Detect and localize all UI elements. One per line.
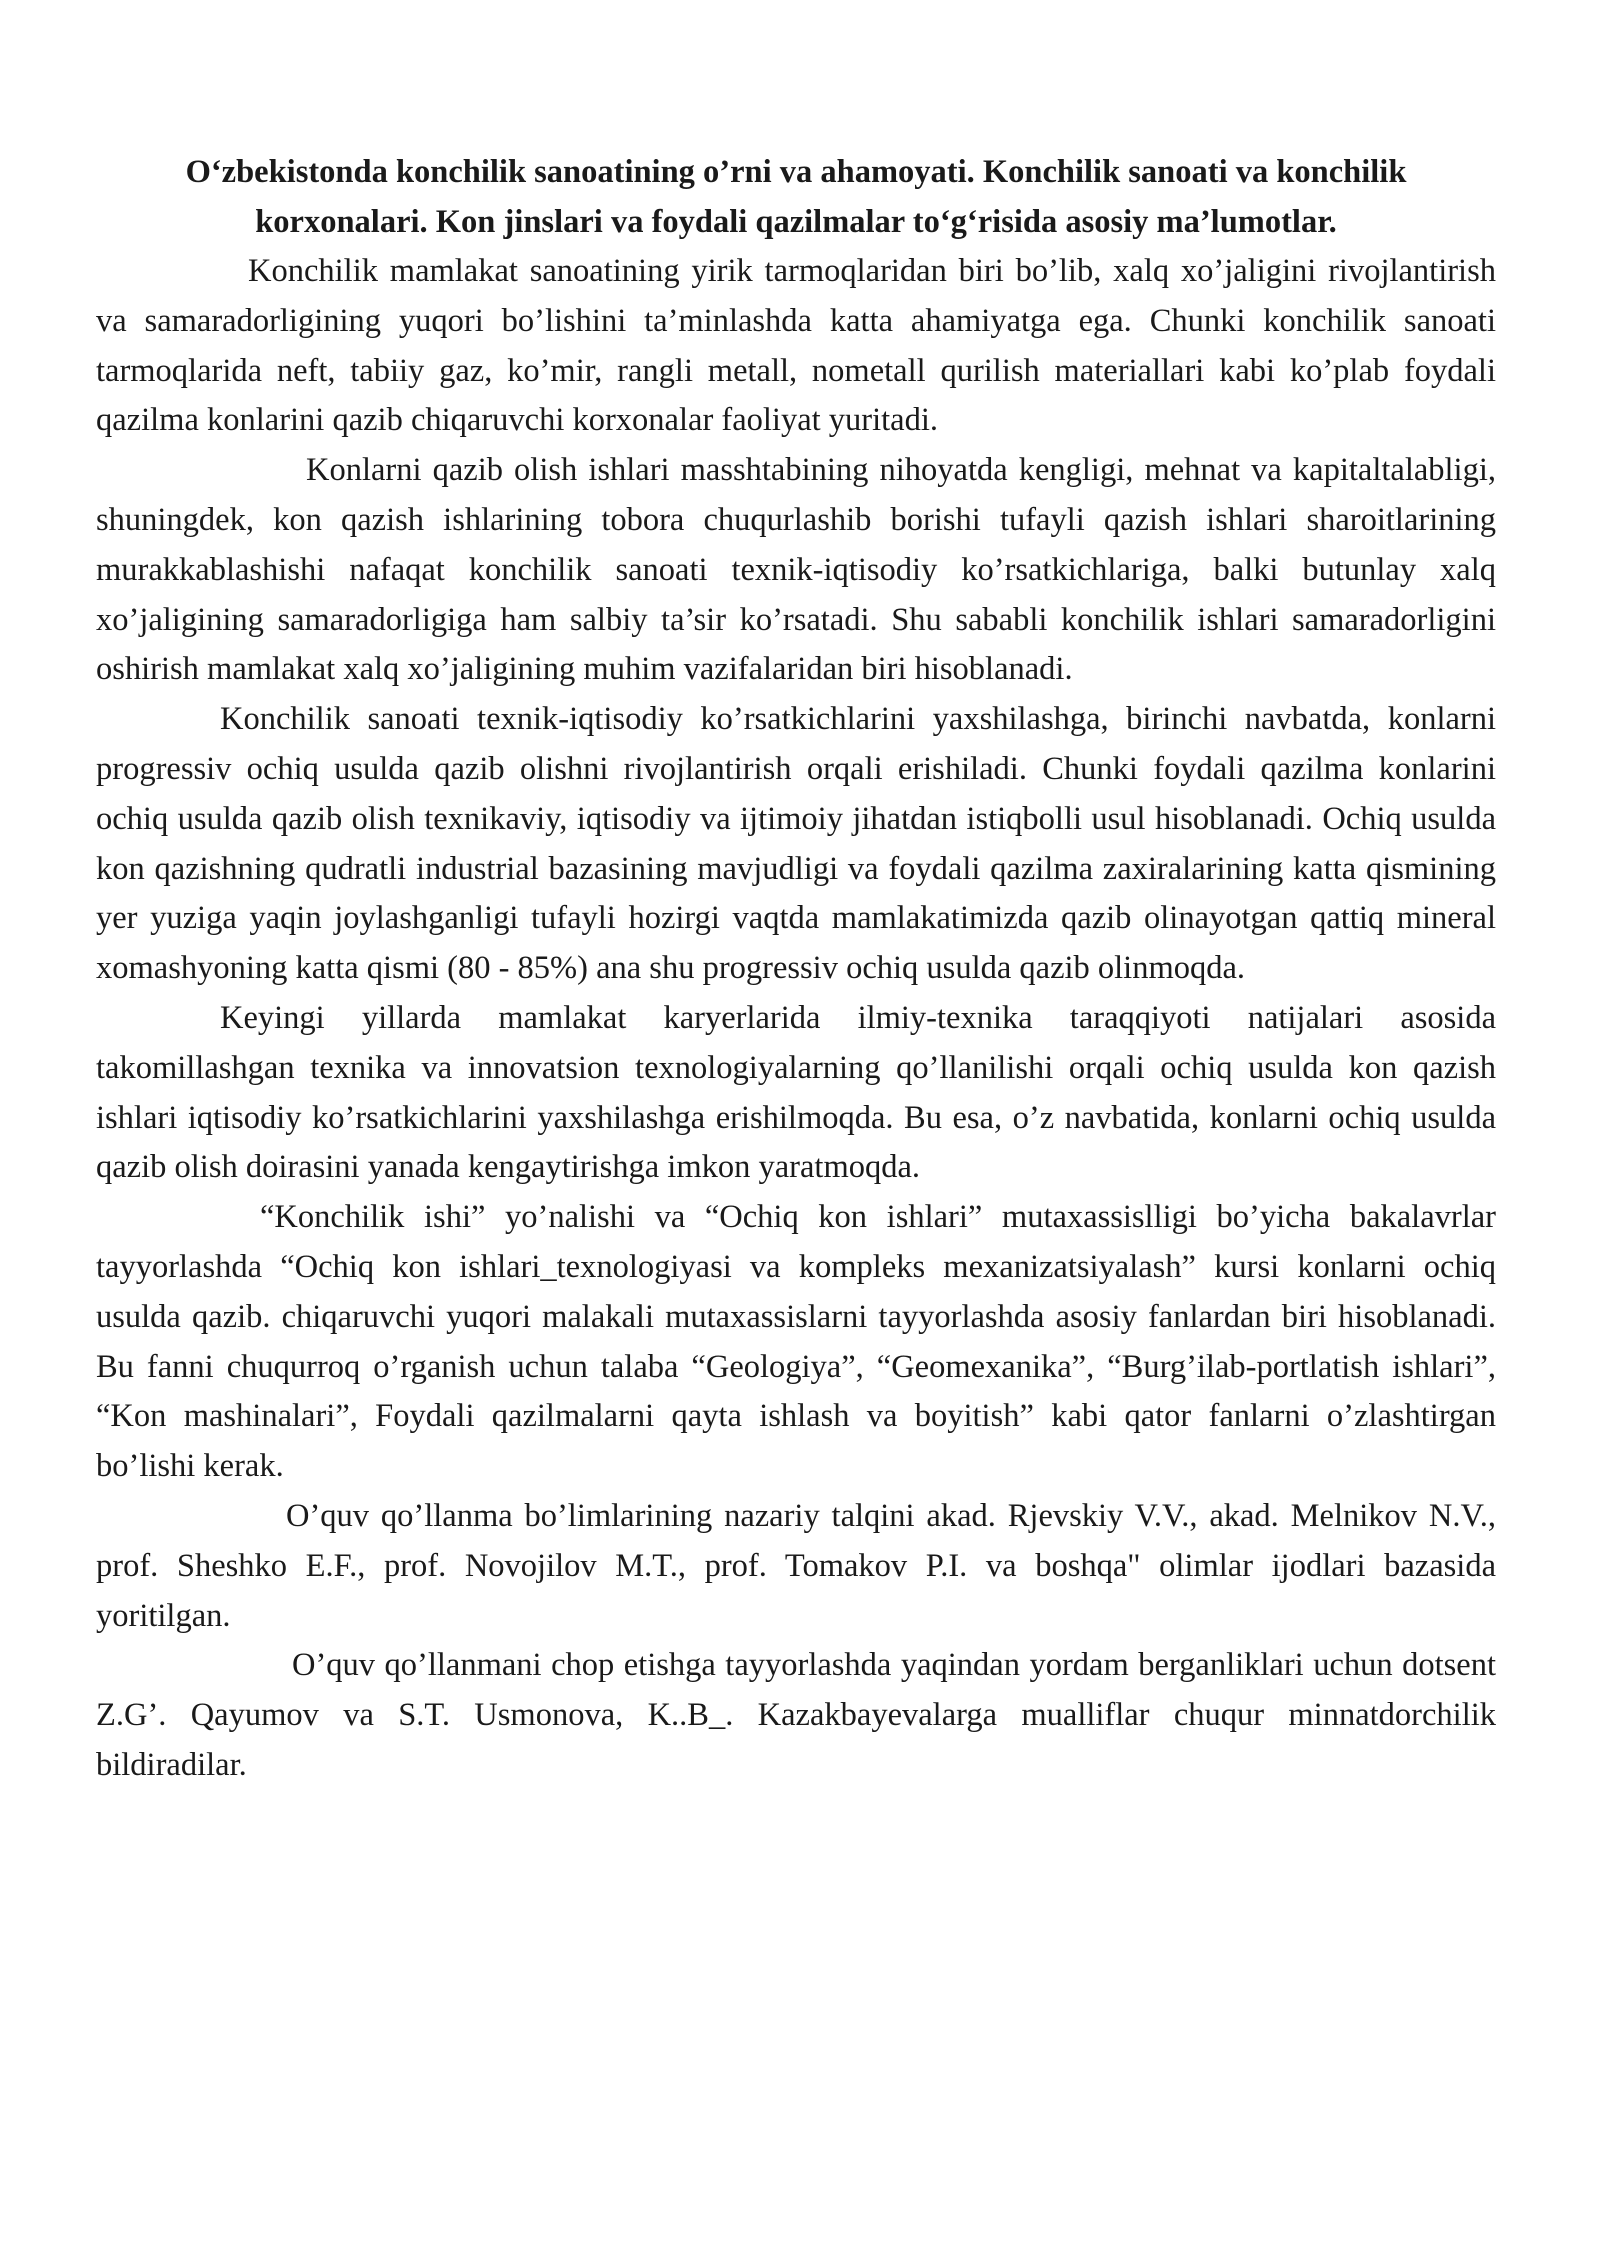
document-title: O‘zbekistonda konchilik sanoatining o’rni va ahamoyati. Konchilik sanoati va konchilik korxonalari. Kon jinslari va foydali qazilmalar to‘g‘risida asosiy ma’lumotlar. — [185, 154, 1407, 240]
paragraph-1: Konchilik mamlakat sanoatining yirik tarmoqlaridan biri bo’lib, xalq xo’jaligini rivojlantirish va samaradorligining yuqori bo’lishini ta’minlashda katta ahamiyatga ega. Chunki konchilik sanoati tarmoqlarida neft, tabiiy gaz, ko’mir, rangli metall, nometall qurilish materiallari kabi ko’plab foydali qazilma konlarini qazib chiqaruvchi korxonalar faoliyat yuritadi. — [96, 253, 1496, 439]
document-body — [96, 148, 1496, 1791]
paragraph-7: O’quv qo’llanmani chop etishga tayyorlashda yaqindan yordam berganliklari uchun dotsent Z.G’. Qayumov va S.T. Usmonova, K..B_. Kazakbayevalarga mualliflar chuqur minnatdorchilik bildiradilar. — [96, 1647, 1496, 1783]
paragraph-6: O’quv qo’llanma bo’limlarining nazariy talqini akad. Rjevskiy V.V., akad. Melnikov N.V., prof. Sheshko E.F., prof. Novojilov M.T., prof. Tomakov P.I. va boshqa" olimlar ijodlari bazasida yoritilgan. — [96, 1497, 1496, 1634]
paragraph-2: Konlarni qazib olish ishlari masshtabining nihoyatda kengligi, mehnat va kapitaltalabligi, shuningdek, kon qazish ishlarining tobora chuqurlashib borishi tufayli qazish ishlari sharoitlarining murakkablashishi nafaqat konchilik sanoati texnik-iqtisodiy ko’rsatkichlariga, balki butunlay xalq xo’jaligining samaradorligiga ham salbiy ta’sir ko’rsatadi. Shu sababli konchilik ishlari samaradorligini oshirish mamlakat xalq xo’jaligining muhim vazifalaridan biri hisoblanadi. — [96, 452, 1496, 688]
paragraph-3: Konchilik sanoati texnik-iqtisodiy ko’rsatkichlarini yaxshilashga, birinchi navbatda, konlarni progressiv ochiq usulda qazib olishni rivojlantirish orqali erishiladi. Chunki foydali qazilma konlarini ochiq usulda qazib olish texnikaviy, iqtisodiy va ijtimoiy jihatdan istiqbolli usul hisoblanadi. Ochiq usulda kon qazishning qudratli industrial bazasining mavjudligi va foydali qazilma zaxiralarining katta qismining yer yuziga yaqin joylashganligi tufayli hozirgi vaqtda mamlakatimizda qazib olinayotgan qattiq mineral xomashyoning katta qismi (80 - 85%) ana shu progressiv ochiq usulda qazib olinmoqda. — [96, 701, 1496, 987]
paragraph-4: Keyingi yillarda mamlakat karyerlarida ilmiy-texnika taraqqiyoti natijalari asosida takomillashgan texnika va innovatsion texnologiyalarning qo’llanilishi orqali ochiq usulda kon qazish ishlari iqtisodiy ko’rsatkichlarini yaxshilashga erishilmoqda. Bu esa, o’z navbatida, konlarni ochiq usulda qazib olish doirasini yanada kengaytirishga imkon yaratmoqda. — [96, 999, 1496, 1186]
paragraph-5: “Konchilik ishi” yo’nalishi va “Ochiq kon ishlari” mutaxassislligi bo’yicha bakalavrlar tayyorlashda “Ochiq kon ishlari_texnologiyasi va kompleks mexanizatsiyalash” kursi konlarni ochiq usulda qazib. chiqaruvchi yuqori malakali mutaxassislarni tayyorlashda asosiy fanlardan biri hisoblanadi. Bu fanni chuqurroq o’rganish uchun talaba “Geologiya”, “Geomexanika”, “Burg’ilab-portlatish ishlari”, “Kon mashinalari”, Foydali qazilmalarni qayta ishlash va boyitish” kabi qator fanlarni o’zlashtirgan bo’lishi kerak. — [96, 1199, 1496, 1485]
